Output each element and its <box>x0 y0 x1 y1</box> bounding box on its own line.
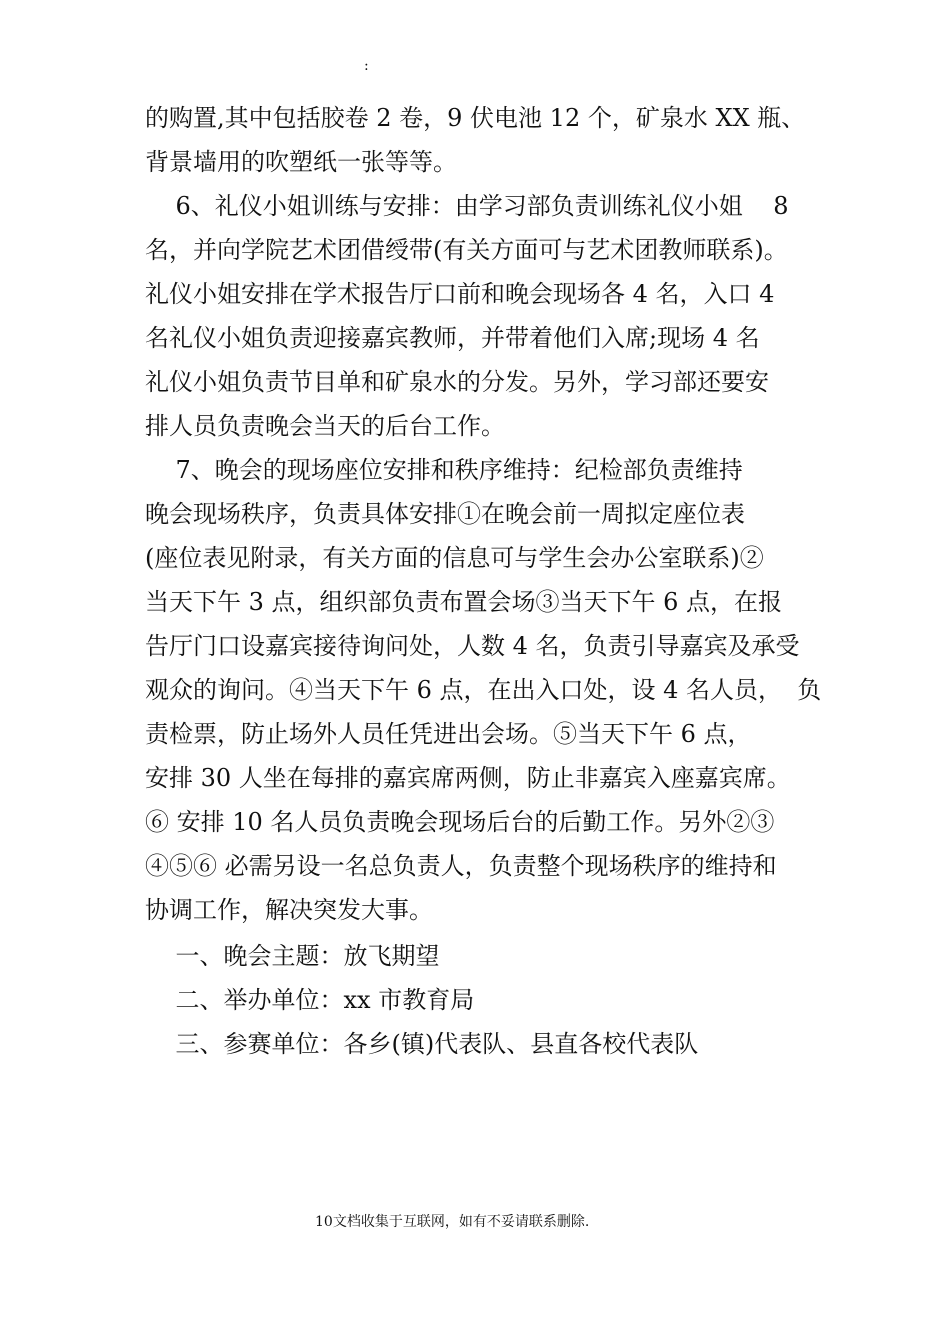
body-line: 观众的询问。④当天下午 6 点，在出入口处，设 4 名人员， 负 <box>145 676 822 704</box>
body-line: 责检票，防止场外人员任凭进出会场。⑤当天下午 6 点， <box>145 720 752 748</box>
section-heading: 一、晚会主题：放飞期望 <box>145 942 440 970</box>
page-footer: 10文档收集于互联网，如有不妥请联系删除. <box>315 1214 590 1230</box>
body-line: 礼仪小姐安排在学术报告厅口前和晚会现场各 4 名，入口 4 <box>145 280 775 308</box>
body-line: (座位表见附录，有关方面的信息可与学生会办公室联系)② <box>145 544 764 572</box>
header-mark: : <box>364 58 369 74</box>
body-line: 协调工作，解决突发大事。 <box>145 896 433 924</box>
body-line: 告厅门口设嘉宾接待询问处，人数 4 名，负责引导嘉宾及承受 <box>145 632 800 660</box>
body-line: ④⑤⑥ 必需另设一名总负责人，负责整个现场秩序的维持和 <box>145 852 777 880</box>
body-line: 礼仪小姐负责节目单和矿泉水的分发。另外，学习部还要安 <box>145 368 769 396</box>
body-line: 排人员负责晚会当天的后台工作。 <box>145 412 505 440</box>
body-line: 7、晚会的现场座位安排和秩序维持：纪检部负责维持 <box>145 456 743 484</box>
section-heading: 三、参赛单位：各乡(镇)代表队、县直各校代表队 <box>145 1030 699 1058</box>
body-line: 安排 30 人坐在每排的嘉宾席两侧，防止非嘉宾入座嘉宾席。 <box>145 764 791 792</box>
body-line: 当天下午 3 点，组织部负责布置会场③当天下午 6 点，在报 <box>145 588 783 616</box>
body-line: 6、礼仪小姐训练与安排：由学习部负责训练礼仪小姐 8 <box>145 192 789 220</box>
body-line: ⑥ 安排 10 名人员负责晚会现场后台的后勤工作。另外②③ <box>145 808 775 836</box>
body-line: 晚会现场秩序，负责具体安排①在晚会前一周拟定座位表 <box>145 500 745 528</box>
body-line: 名礼仪小姐负责迎接嘉宾教师，并带着他们入席;现场 4 名 <box>145 324 760 352</box>
body-line: 背景墙用的吹塑纸一张等等。 <box>145 148 457 176</box>
body-line: 名，并向学院艺术团借绶带(有关方面可与艺术团教师联系)。 <box>145 236 788 264</box>
body-line: 的购置,其中包括胶卷 2 卷，9 伏电池 12 个，矿泉水 XX 瓶、 <box>145 104 806 132</box>
section-heading: 二、举办单位：xx 市教育局 <box>145 986 475 1014</box>
